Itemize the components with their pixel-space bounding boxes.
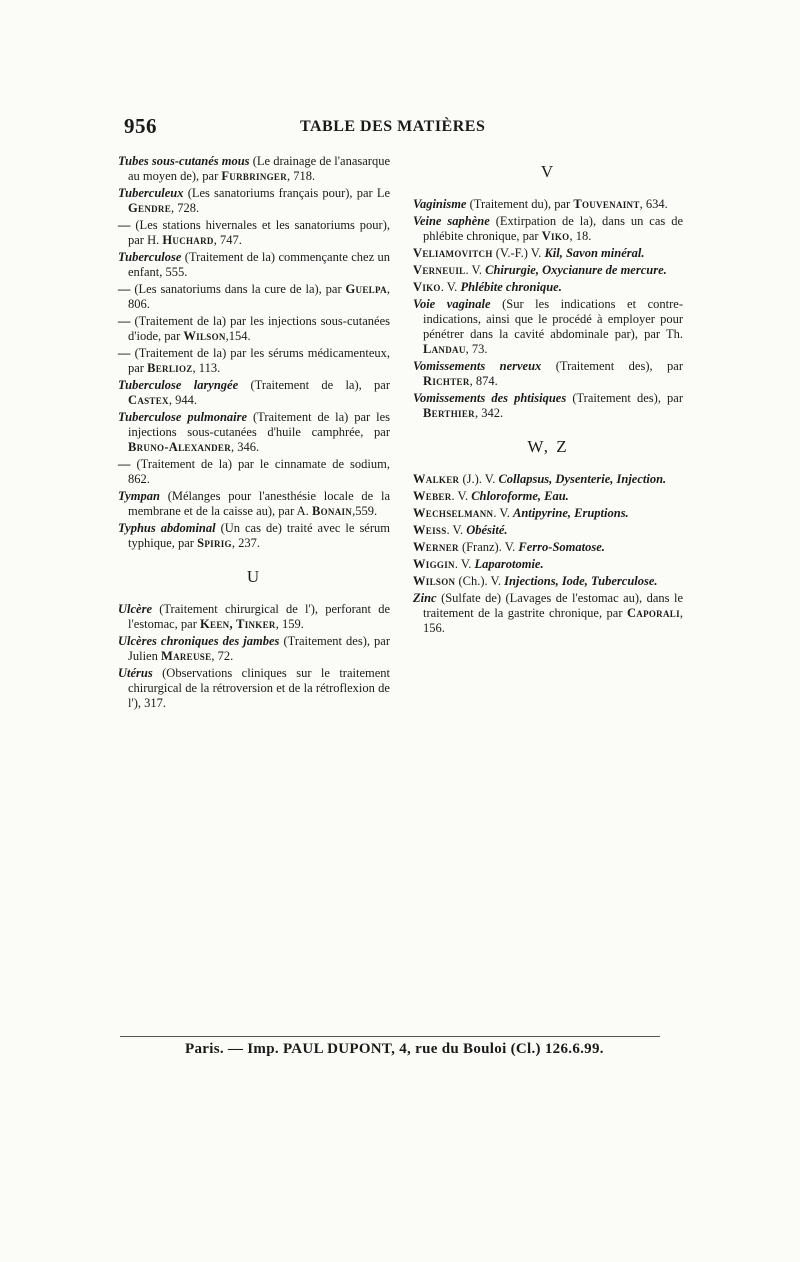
author-name: Landau <box>423 342 466 356</box>
author-name: Guelpa <box>345 282 387 296</box>
index-term: — <box>118 218 131 232</box>
cross-reference: Obésité. <box>466 523 508 537</box>
index-entry <box>413 557 683 572</box>
index-entry <box>413 280 683 295</box>
index-term: Tubes sous-cutanés mous <box>118 154 250 168</box>
index-text: (Traitement de la) par les injections sous-cutanées d'iode, par <box>128 314 390 343</box>
index-term: Ulcères chroniques des jambes <box>118 634 280 648</box>
page-reference: (Ch.). V. <box>455 574 502 588</box>
index-term: Ulcère <box>118 602 153 616</box>
page-reference: , 342. <box>474 406 504 420</box>
page-reference: . V. <box>451 489 469 503</box>
index-entry <box>118 378 390 408</box>
page-reference: , 346. <box>231 440 260 454</box>
index-term: — <box>118 282 131 296</box>
index-entry <box>413 359 683 389</box>
index-entry <box>413 591 683 636</box>
index-term: — <box>118 314 131 328</box>
cross-reference: Phlébite chronique. <box>460 280 562 294</box>
author-name: Wiggin <box>413 557 455 571</box>
running-title: TABLE DES MATIÈRES <box>300 118 486 135</box>
index-text: (Sur les indications et contre-indications, ainsi que le procédé à employer pour pénétrer dans la cavité abdominale par), par Th. <box>423 297 684 341</box>
index-text: (Le drainage de l'anasarque au moyen de), par <box>128 154 391 183</box>
index-entry <box>413 489 683 504</box>
author-name: Weber <box>413 489 452 503</box>
index-entry <box>413 246 683 261</box>
page-reference: , 728. <box>171 201 200 215</box>
index-entry <box>413 197 683 212</box>
index-entry <box>118 634 390 664</box>
page-reference: , 944. <box>168 393 197 407</box>
index-term: Zinc <box>413 591 437 605</box>
author-name: Castex <box>128 393 169 407</box>
index-text: (Les stations hivernales et les sanatoriums pour), par H. <box>128 218 390 247</box>
index-term: Tuberculose laryngée <box>118 378 239 392</box>
index-entry <box>118 218 390 248</box>
index-entry <box>118 602 390 632</box>
page-reference: ,559. <box>352 504 378 518</box>
index-term: Veine saphène <box>413 214 490 228</box>
author-name: Wechselmann <box>413 506 494 520</box>
page-reference: . V. <box>454 557 472 571</box>
page-reference: (V.-F.) V. <box>492 246 542 260</box>
page-reference: , 806. <box>128 282 390 311</box>
author-name: Gendre <box>128 201 172 215</box>
page-reference: . V. <box>465 263 483 277</box>
index-text: (Traitement de la), par <box>250 378 391 392</box>
index-entry <box>118 666 390 711</box>
cross-reference: Chloroforme, Eau. <box>471 489 569 503</box>
index-entry <box>413 540 683 555</box>
index-text: (Les sanatoriums dans la cure de la), par <box>134 282 342 296</box>
author-name: Bruno-Alexander <box>128 440 232 454</box>
index-entry <box>413 391 683 421</box>
index-entry <box>118 410 390 455</box>
page-reference: . V. <box>446 523 464 537</box>
index-entry <box>413 263 683 278</box>
index-text: (Sulfate de) (Lavages de l'estomac au), dans le traitement de la gastrite chronique, par <box>423 591 683 620</box>
section-letter-u: U <box>246 567 262 586</box>
index-text: (Traitement de la) commençante chez un enfant, 555. <box>128 250 391 279</box>
index-text: (Traitement des), par <box>572 391 684 405</box>
index-text: (Traitement de la) par les injections sous-cutanées d'huile camphrée, par <box>128 410 390 439</box>
index-text: (Traitement des), par Julien <box>128 634 391 663</box>
cross-reference: Antipyrine, Eruptions. <box>513 506 629 520</box>
index-term: Tuberculeux <box>118 186 184 200</box>
page-reference: , 718. <box>287 169 316 183</box>
index-entry <box>118 346 390 376</box>
footer-rule <box>120 1036 660 1037</box>
author-name: Wilson <box>183 329 226 343</box>
author-name: Wilson <box>413 574 456 588</box>
author-name: Touvenaint <box>573 197 640 211</box>
author-name: Caporali <box>626 606 680 620</box>
author-name: Veliamovitch <box>413 246 493 260</box>
page-reference: , 159. <box>275 617 304 631</box>
index-entry <box>118 489 390 519</box>
index-entry <box>413 506 683 521</box>
page-reference: , 156. <box>423 606 683 635</box>
index-term: — <box>118 346 131 360</box>
cross-reference: Laparotomie. <box>474 557 544 571</box>
index-text: (Extirpation de la), dans un cas de phlébite chronique, par <box>423 214 683 243</box>
index-text: (Les sanatoriums français pour), par Le <box>187 186 391 200</box>
index-text: (Mélanges pour l'anesthésie locale de la membrane et de la caisse au), par A. <box>128 489 390 518</box>
index-section-wz <box>413 472 683 636</box>
index-entry <box>118 186 390 216</box>
index-entry <box>118 521 390 551</box>
index-entry <box>413 574 683 589</box>
index-entry <box>118 250 390 280</box>
author-name: Richter <box>423 374 470 388</box>
index-text: (Traitement de la) par le cinnamate de sodium, 862. <box>128 457 390 486</box>
index-entry <box>413 472 683 487</box>
author-name: Keen, Tinker <box>200 617 276 631</box>
index-text: (Traitement de la) par les sérums médicamenteux, par <box>128 346 390 375</box>
index-entry <box>413 297 683 357</box>
author-name: Viko <box>413 280 441 294</box>
author-name: Huchard <box>162 233 214 247</box>
index-entry <box>118 314 390 344</box>
author-name: Walker <box>413 472 460 486</box>
index-section-t <box>118 154 390 551</box>
index-entry <box>413 523 683 538</box>
index-entry <box>118 282 390 312</box>
index-text: (Observations cliniques sur le traitement chirurgical de la rétroversion et de la rétroflexion de l'), 317. <box>128 666 390 710</box>
author-name: Furbringer <box>221 169 288 183</box>
index-term: — <box>118 457 131 471</box>
page-reference: . V. <box>440 280 458 294</box>
section-letter-v: V <box>540 162 556 181</box>
index-section-u <box>118 602 390 711</box>
page-reference: , 73. <box>465 342 488 356</box>
author-name: Weiss <box>413 523 447 537</box>
index-entry <box>118 154 390 184</box>
cross-reference: Kil, Savon minéral. <box>544 246 645 260</box>
index-term: Typhus abdominal <box>118 521 216 535</box>
page-reference: , 18. <box>569 229 592 243</box>
index-term: Tuberculose pulmonaire <box>118 410 248 424</box>
section-letter-wz: W, Z <box>527 437 569 456</box>
page-reference: , 237. <box>231 536 260 550</box>
right-column <box>413 154 683 638</box>
index-term: Tuberculose <box>118 250 182 264</box>
cross-reference: Ferro-Somatose. <box>518 540 605 554</box>
index-term: Utérus <box>118 666 153 680</box>
author-name: Werner <box>413 540 459 554</box>
index-term: Vaginisme <box>413 197 467 211</box>
index-text: (Traitement des), par <box>555 359 683 373</box>
index-term: Vomissements des phtisiques <box>413 391 567 405</box>
author-name: Viko <box>541 229 570 243</box>
author-name: Spirig <box>197 536 232 550</box>
index-term: Vomissements nerveux <box>413 359 542 373</box>
page-number: 956 <box>124 114 157 138</box>
page-reference: ,154. <box>225 329 251 343</box>
page-reference: , 747. <box>213 233 242 247</box>
index-term: Voie vaginale <box>413 297 491 311</box>
author-name: Verneuil <box>413 263 466 277</box>
author-name: Berthier <box>423 406 475 420</box>
page-reference: (J.). V. <box>459 472 496 486</box>
left-column <box>118 154 390 713</box>
index-section-v <box>413 197 683 421</box>
cross-reference: Injections, Iode, Tuberculose. <box>504 574 658 588</box>
printer-imprint: Paris. — Imp. PAUL DUPONT, 4, rue du Bouloi (Cl.) 126.6.99. <box>185 1041 604 1057</box>
index-entry <box>118 457 390 487</box>
index-text: (Traitement chirurgical de l'), perforant de l'estomac, par <box>128 602 390 631</box>
index-text: (Traitement du), par <box>469 197 571 211</box>
cross-reference: Collapsus, Dysenterie, Injection. <box>498 472 667 486</box>
author-name: Bonain <box>311 504 353 518</box>
cross-reference: Chirurgie, Oxycianure de mercure. <box>485 263 667 277</box>
page-reference: (Franz). V. <box>458 540 516 554</box>
page-reference: , 634. <box>639 197 668 211</box>
page-reference: . V. <box>493 506 510 520</box>
page-reference: , 72. <box>211 649 234 663</box>
author-name: Mareuse <box>160 649 212 663</box>
index-entry <box>413 214 683 244</box>
author-name: Berlioz <box>147 361 193 375</box>
index-text: (Un cas de) traité avec le sérum typhique, par <box>128 521 390 550</box>
page-reference: , 874. <box>469 374 498 388</box>
index-term: Tympan <box>118 489 160 503</box>
page-reference: , 113. <box>192 361 221 375</box>
